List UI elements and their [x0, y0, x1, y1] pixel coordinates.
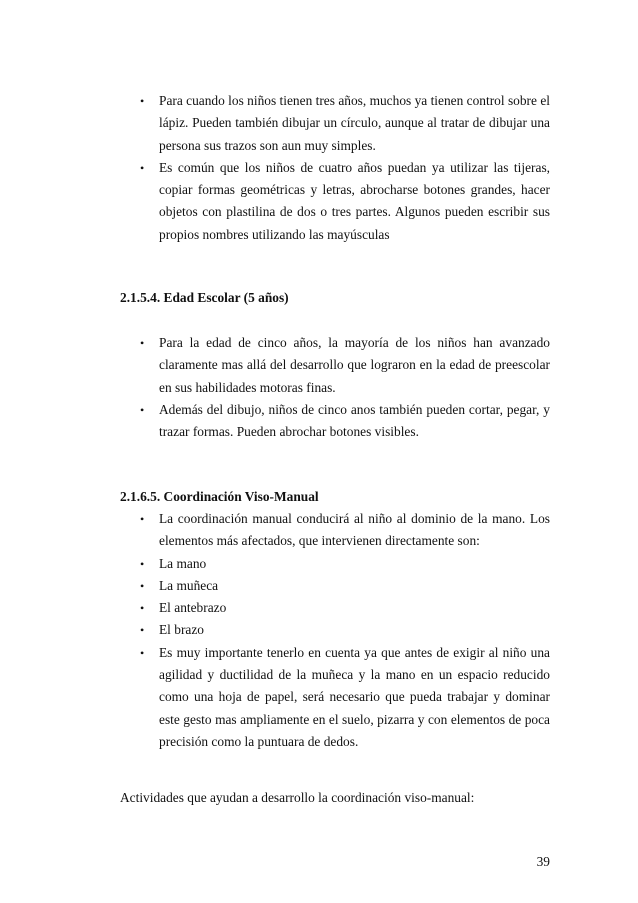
- bullet-icon: •: [140, 556, 145, 571]
- list-item: • Para cuando los niños tienen tres años, muchos ya tienen control sobre el lápiz. Pueden también dibujar un círculo, aunque al tratar de dibujar una persona sus trazos son aun muy simples.: [120, 90, 550, 157]
- list-item: • La mano: [120, 553, 550, 575]
- bullet-icon: •: [140, 402, 145, 417]
- bullet-icon: •: [140, 336, 145, 350]
- list-item: • El brazo: [120, 619, 550, 641]
- list-item: • La coordinación manual conducirá al niño al dominio de la mano. Los elementos más afectados, que intervienen directamente son:: [120, 508, 550, 553]
- list-item: • Para la edad de cinco años, la mayoría de los niños han avanzado claramente mas allá del desarrollo que lograron en la edad de preescolar en sus habilidades motoras finas.: [120, 332, 550, 399]
- list-item: • Además del dibujo, niños de cinco anos también pueden cortar, pegar, y trazar formas. Pueden abrochar botones visibles.: [120, 399, 550, 444]
- page-number: 39: [536, 854, 550, 869]
- bullet-list-coordinacion: [120, 508, 550, 753]
- bullet-list-motor-skills: [120, 90, 550, 246]
- list-item: • Es común que los niños de cuatro años puedan ya utilizar las tijeras, copiar formas geométricas y letras, abrocharse botones grandes, hacer objetos con plastilina de dos o tres partes. Algunos pueden escribir sus propios nombres utilizando las mayúsculas: [120, 157, 550, 246]
- list-item: • La muñeca: [120, 575, 550, 597]
- bullet-icon: •: [140, 623, 145, 638]
- section-heading-edad-escolar: 2.1.5.4. Edad Escolar (5 años): [120, 290, 289, 305]
- bullet-icon: •: [140, 601, 145, 616]
- bullet-list-edad-escolar: [120, 332, 550, 443]
- list-item: • Es muy importante tenerlo en cuenta ya que antes de exigir al niño una agilidad y ductilidad de la muñeca y la mano en un espacio reducido como una hoja de papel, será necesario que pueda trabajar y dominar este gesto mas ampliamente en el suelo, pizarra y con elementos de poca precisión como la puntuara de dedos.: [120, 642, 550, 753]
- bullet-icon: •: [140, 160, 145, 175]
- bullet-icon: •: [140, 645, 145, 660]
- activities-intro-line: Actividades que ayudan a desarrollo la coordinación viso-manual:: [120, 790, 475, 805]
- bullet-icon: •: [140, 578, 145, 593]
- section-heading-coordinacion: 2.1.6.5. Coordinación Viso-Manual: [120, 489, 319, 504]
- list-item: • El antebrazo: [120, 597, 550, 619]
- bullet-icon: •: [140, 94, 145, 108]
- bullet-icon: •: [140, 512, 145, 526]
